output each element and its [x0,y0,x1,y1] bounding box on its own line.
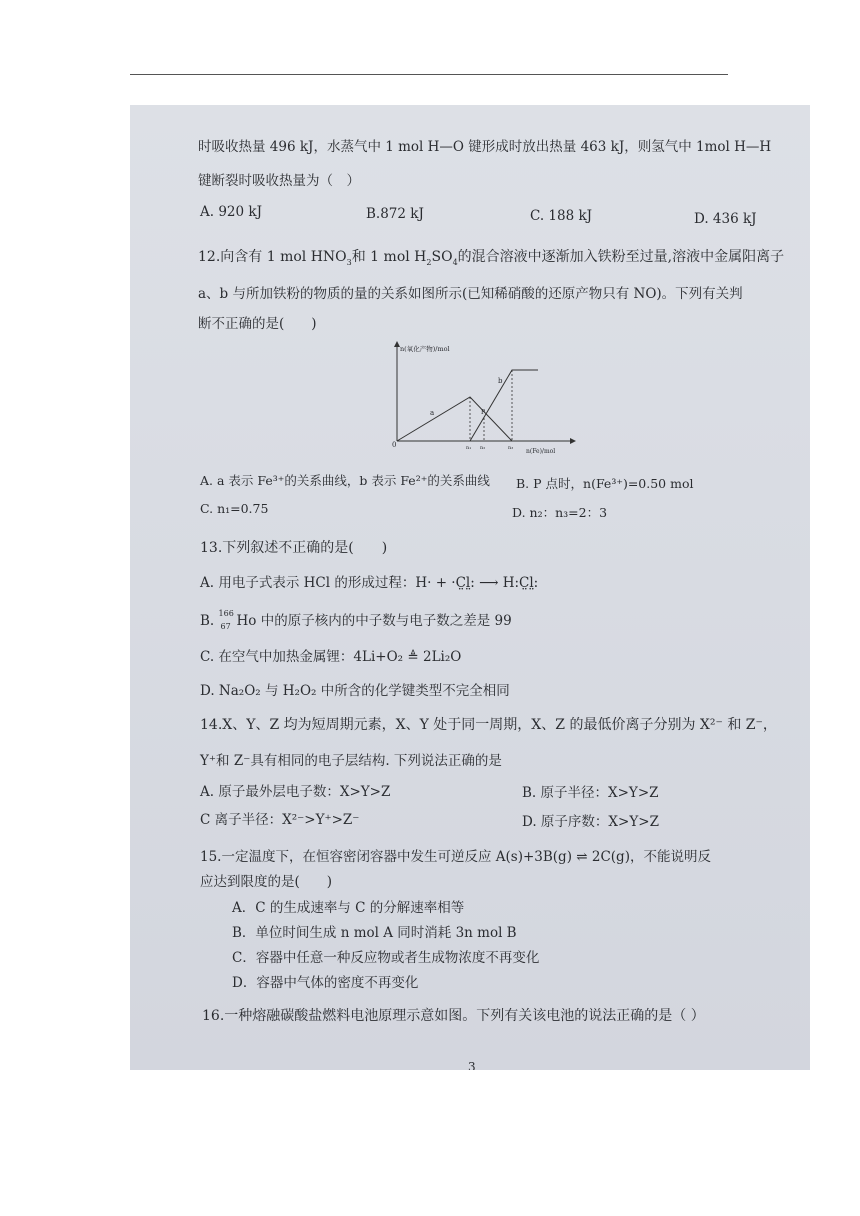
q12-option-a: A. a 表示 Fe³⁺的关系曲线，b 表示 Fe²⁺的关系曲线 [200,473,490,488]
isotope-notation: 166 67 [218,608,234,631]
q11-option-c: C. 188 kJ [530,208,593,224]
tick-n2: n₂ [480,445,486,451]
page-number: 3 [468,1060,476,1070]
q14-option-b: B. 原子半径：X>Y>Z [522,785,659,801]
q12-stem-line3: 断不正确的是( ) [198,316,317,332]
q12-option-d: D. n₂：n₃=2：3 [512,505,608,520]
q12-option-b: B. P 点时，n(Fe³⁺)=0.50 mol [516,476,694,491]
q16-stem: 16.一种熔融碳酸盐燃料电池原理示意如图。下列有关该电池的说法正确的是（ ） [202,1008,705,1024]
q14-option-d: D. 原子序数：X>Y>Z [522,814,659,830]
x-axis-arrow [570,438,576,444]
curve-b-label: b [498,377,503,385]
q15-stem-line2: 应达到限度的是( ) [200,874,333,890]
q14-stem-line2: Y⁺和 Z⁻具有相同的电子层结构. 下列说法正确的是 [200,753,502,769]
q14-option-a: A. 原子最外层电子数：X>Y>Z [200,784,391,800]
scanned-page-photo [130,105,810,1070]
q12-option-c: C. n₁=0.75 [200,501,269,516]
q13-stem: 13.下列叙述不正确的是( ) [200,540,388,556]
q11-line2: 键断裂时吸收热量为（ ） [198,173,360,189]
graph-y-label: n(氧化产物)/mol [400,345,450,353]
q13-option-a: A. 用电子式表示 HCl 的形成过程：H· + ·C̤l̤: ⟶ H:C̤l̤: [200,575,539,591]
header-rule [130,74,728,75]
q15-stem-line1: 15.一定温度下，在恒容密闭容器中发生可逆反应 A(s)+3B(g) ⇌ 2C(g)，不能说明反 [200,849,711,865]
q15-option-d: D．容器中气体的密度不再变化 [232,975,419,991]
q11-line1: 时吸收热量 496 kJ，水蒸气中 1 mol H—O 键形成时放出热量 463 kJ，则氢气中 1mol H—H [198,139,772,155]
q13-option-b: B. 166 67 Ho 中的原子核内的中子数与电子数之差是 99 [200,608,512,631]
q12-stem-line1: 12.向含有 1 mol $HNO_3$和 1 mol $H_2SO_4$的混合溶液中逐渐加入铁粉至过量,溶液中金属阳离子 [198,249,785,267]
q12-graph [380,337,580,457]
graph-origin-label: 0 [392,441,397,449]
curve-a-label: a [430,409,435,417]
q13-option-d: D. Na₂O₂ 与 H₂O₂ 中所含的化学键类型不完全相同 [200,683,510,699]
point-p-label: P [481,409,486,416]
q14-option-c: C 离子半径：X²⁻>Y⁺>Z⁻ [200,812,360,828]
tick-n3: n₃ [508,445,514,451]
q15-option-a: A．C 的生成速率与 C 的分解速率相等 [232,900,465,916]
curve-a [397,397,512,441]
curve-b [470,370,538,441]
q15-option-c: C．容器中任意一种反应物或者生成物浓度不再变化 [232,950,540,966]
q11-option-b: B.872 kJ [366,206,424,222]
q14-stem-line1: 14.X、Y、Z 均为短周期元素，X、Y 处于同一周期，X、Z 的最低价离子分别为 X²⁻ 和 Z⁻， [200,717,777,733]
q15-option-b: B．单位时间生成 n mol A 同时消耗 3n mol B [232,925,517,941]
q13-option-c: C. 在空气中加热金属锂：4Li+O₂ ≜ 2Li₂O [200,649,462,665]
tick-n1: n₁ [466,445,472,451]
q11-option-a: A. 920 kJ [200,204,262,220]
q12-stem-line2: a、b 与所加铁粉的物质的量的关系如图所示(已知稀硝酸的还原产物只有 NO)。下列有关判 [198,286,743,302]
graph-x-label: n(Fe)/mol [526,448,556,455]
q11-option-d: D. 436 kJ [694,211,757,227]
